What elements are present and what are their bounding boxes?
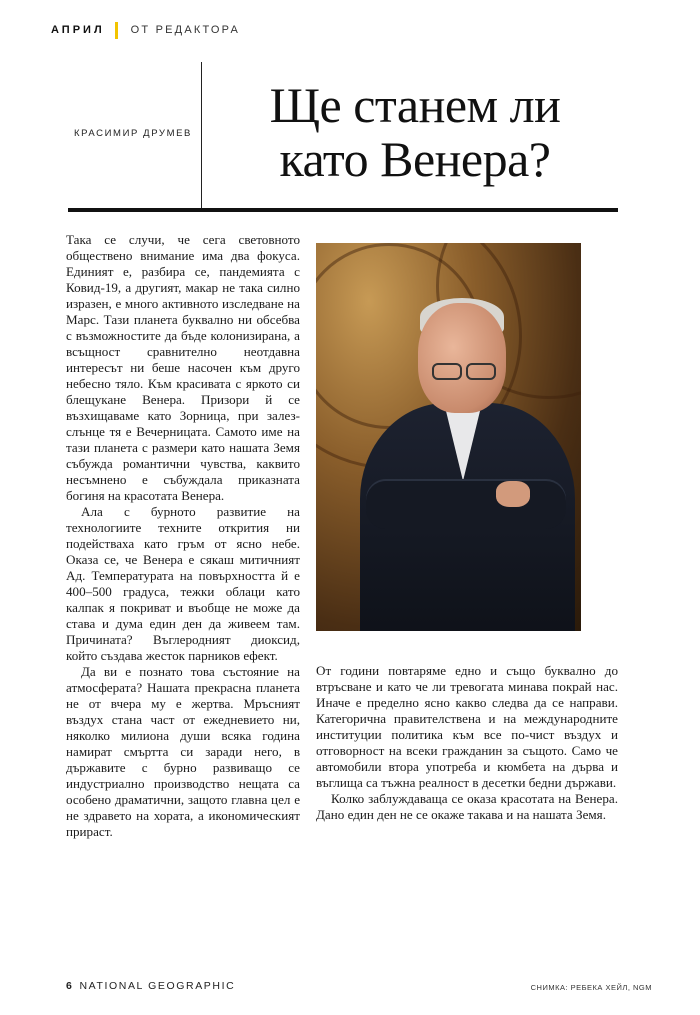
portrait-glasses	[428, 363, 498, 377]
issue-month: АПРИЛ	[51, 24, 105, 36]
page-header	[51, 20, 240, 40]
paragraph: Колко заблуждаваща се оказа красотата на Венера. Дано един ден не се окаже такава и на нашата Земя.	[316, 791, 618, 822]
paragraph: Да ви е познато това състояние на атмосферата? Нашата прекрасна планета не от вчера му е жертва. Мръсният въздух стана част от ежедневието ни, няколко милиона души всяка година намират смъртта си заради него, в държавите с бурно развиващо се индустриално производство нещата са особено драматични, защото главна цел е не здравето на хората, а икономическият прираст.	[66, 664, 300, 839]
right-column	[316, 663, 618, 823]
portrait-hand	[496, 481, 530, 507]
title-line-1: Ще станем ли	[269, 77, 561, 133]
header-separator	[115, 22, 118, 39]
left-column	[66, 232, 300, 840]
magazine-name: NATIONAL GEOGRAPHIC	[79, 980, 236, 992]
portrait-face	[418, 303, 506, 413]
paragraph: Така се случи, че сега световното обществено внимание има два фокуса. Единият е, разбира се, пандемията с Ковид-19, а другият, макар не така силно изразен, е много активното изследване на Марс. Тази планета буквално ни обсебва с възможностите да бъде колонизирана, а всъщност сравнително неотдавна интересът ни беше насочен към друго небесно тяло. Към красивата с яркото си блещукане Венера. Призори й се възхищаваме като Зорница, при залез-слънце тя е Вечерницата. Самото име на тази планета с размери като нашата Земя събужда романтични чувства, каквито несъмнено е събуждала приказната богиня на красотата Венера.	[66, 232, 300, 503]
author-name: КРАСИМИР ДРУМЕВ	[74, 128, 192, 139]
paragraph: Ала с бурното развитие на технологиите техните открития ни подействаха като гръм от ясно небе. Оказа се, че Венера е сякаш митичният Ад. Температурата на повърхността й е 400–500 градуса, тежки облаци като калпак я покриват и въобще не може да става и дума един ден да живеем там. Причината? Въглеродният диоксид, който създава жесток парников ефект.	[66, 504, 300, 663]
title-divider	[201, 62, 202, 210]
portrait-crossed-arms	[366, 481, 566, 529]
photo-credit: СНИМКА: РЕБЕКА ХЕЙЛ, NGM	[530, 983, 652, 992]
title-line-2: като Венера?	[279, 131, 551, 187]
article-title	[210, 78, 620, 186]
paragraph: От години повтаряме едно и също буквално до втръсване и като че ли тревогата минава покрай нас. Иначе е пределно ясно какво следва да се направи. Категорична правителствена и на международните институции политика към все по-чист въздух и отговорност на всеки гражданин за същото. Само че автомобили втора употреба и кюмбета на дърва и въглища са тъжна реалност в десетки бедни държави.	[316, 663, 618, 790]
title-rule	[68, 208, 618, 212]
page-footer	[66, 980, 235, 992]
page-number: 6	[66, 980, 74, 992]
section-label: ОТ РЕДАКТОРА	[130, 24, 240, 36]
author-portrait-photo	[316, 243, 581, 631]
